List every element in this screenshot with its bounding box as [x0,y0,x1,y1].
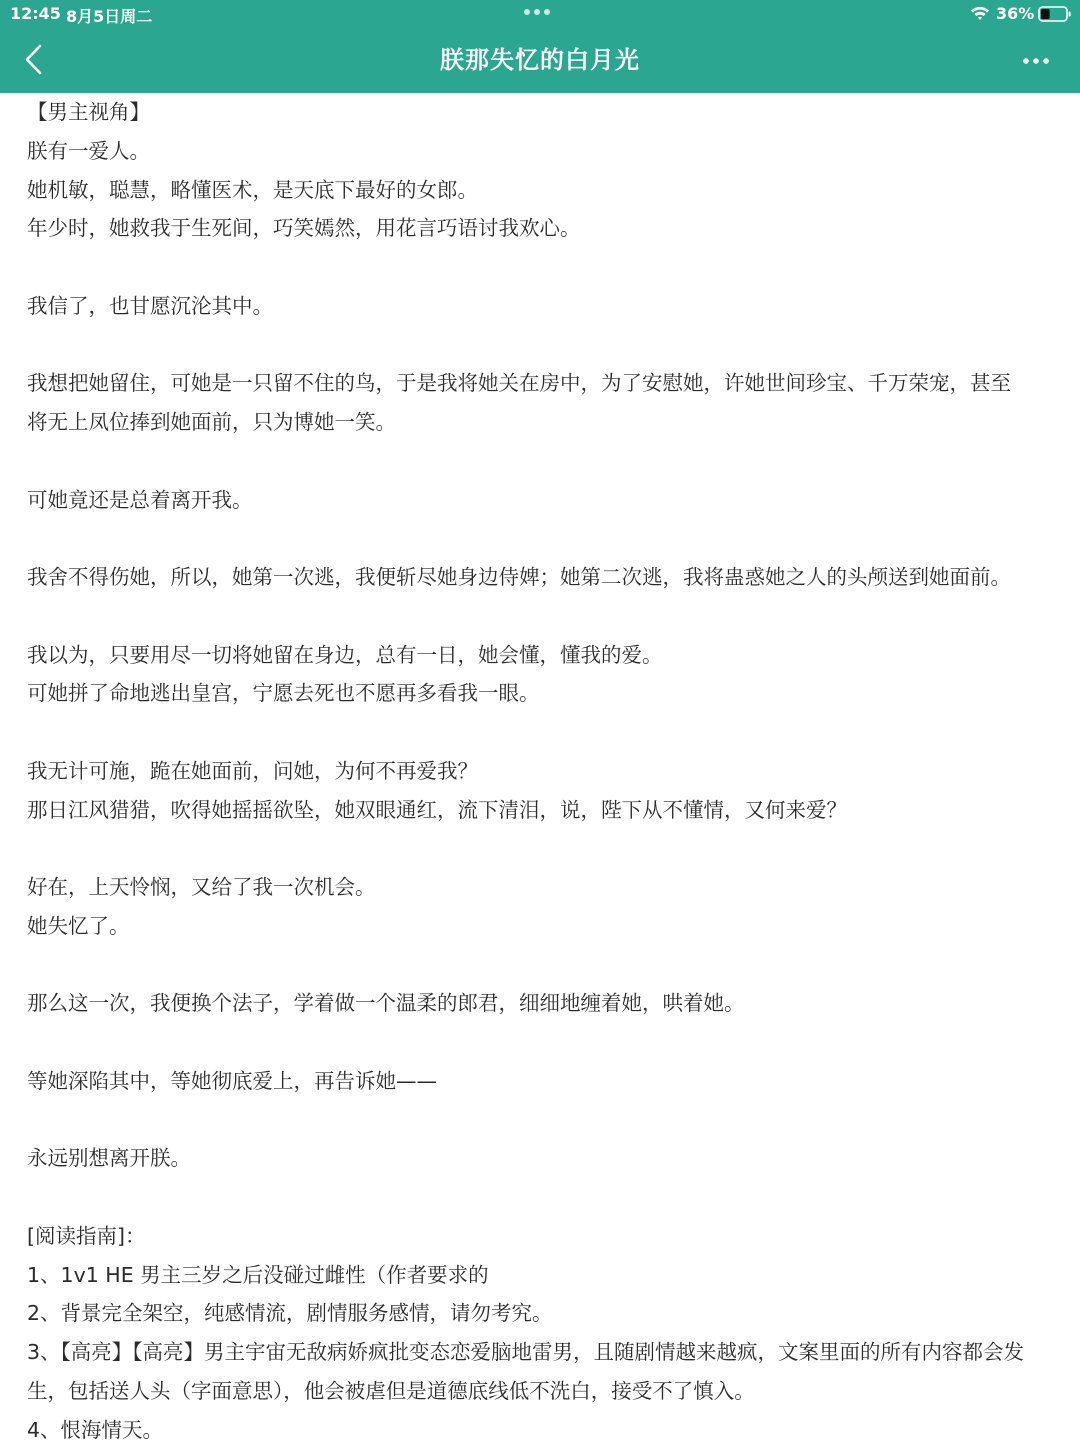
text-line: 她机敏，聪慧，略懂医术，是天底下最好的女郎。 [27,177,478,202]
text-line: 2、背景完全架空，纯感情流，剧情服务感情，请勿考究。 [27,1301,553,1326]
text-line: 4、恨海情天。 [27,1417,164,1440]
status-date: 8月5日周二 [66,7,153,26]
more-button[interactable] [1016,48,1056,74]
text-line: 那么这一次，我便换个法子，学着做一个温柔的郎君，细细地缠着她，哄着她。 [27,991,745,1016]
multitask-dots-icon[interactable] [524,9,550,15]
blank-line [27,1023,1057,1062]
text-line: 我无计可施，跪在她面前，问她，为何不再爱我？ [27,758,478,783]
chapter-content [27,93,1057,1440]
text-line: 我信了，也甘愿沉沦其中。 [27,293,273,318]
blank-line [27,829,1057,868]
nav-bar [0,28,1080,93]
blank-line [27,326,1057,365]
text-line: 永远别想离开朕。 [27,1146,191,1171]
blank-line [27,519,1057,558]
blank-line [27,597,1057,636]
text-line: 【男主视角】 [27,100,150,124]
back-button[interactable] [18,42,54,78]
status-time: 12:45 [10,4,61,23]
text-line: 3、【高亮】【高亮】男主宇宙无敌病娇疯批变态恋爱脑地雷男，且随剧情越来越疯，文案里面的所有内容都会发 [27,1340,1025,1364]
text-line: 年少时，她救我于生死间，巧笑嫣然，用花言巧语讨我欢心。 [27,216,581,241]
blank-line [27,442,1057,481]
text-line: 朕有一爱人。 [27,138,150,163]
text-line: 那日江风猎猎，吹得她摇摇欲坠，她双眼通红，流下清泪，说，陛下从不懂情，又何来爱？ [27,797,847,822]
chevron-left-icon [27,46,40,73]
text-line: 好在，上天怜悯，又给了我一次机会。 [27,875,376,899]
text-line: 将无上凤位捧到她面前，只为博她一笑。 [27,410,396,434]
blank-line [27,248,1057,287]
blank-line [27,713,1057,752]
text-line: 等她深陷其中，等她彻底爱上，再告诉她—— [27,1068,437,1093]
text-line: 她失忆了。 [27,913,130,938]
page-title: 朕那失忆的白月光 [440,46,640,74]
more-horizontal-icon [1023,58,1049,64]
blank-line [27,1178,1057,1217]
text-line: 可她竟还是总着离开我。 [27,487,253,512]
battery-icon [1038,6,1072,22]
status-bar [0,0,1080,28]
text-line: [阅读指南]： [27,1223,146,1248]
text-line: 我舍不得伤她，所以，她第一次逃，我便斩尽她身边侍婢；她第二次逃，我将蛊惑她之人的头颅送到她面前。 [27,565,1011,589]
text-line: 我以为，只要用尽一切将她留在身边，总有一日，她会懂，懂我的爱。 [27,642,663,667]
wifi-icon [970,5,990,21]
battery-percentage: 36% [996,4,1035,23]
blank-line [27,946,1057,985]
text-line: 1、1v1 HE 男主三岁之后没碰过雌性（作者要求的 [27,1262,489,1287]
blank-line [27,1101,1057,1140]
text-line: 我想把她留住，可她是一只留不住的鸟，于是我将她关在房中，为了安慰她，许她世间珍宝、千万荣宠，甚至 [27,371,1011,396]
text-line: 可她拼了命地逃出皇宫，宁愿去死也不愿再多看我一眼。 [27,681,540,706]
text-line: 生，包括送人头（字面意思），他会被虐但是道德底线低不洗白，接受不了慎入。 [27,1378,755,1403]
